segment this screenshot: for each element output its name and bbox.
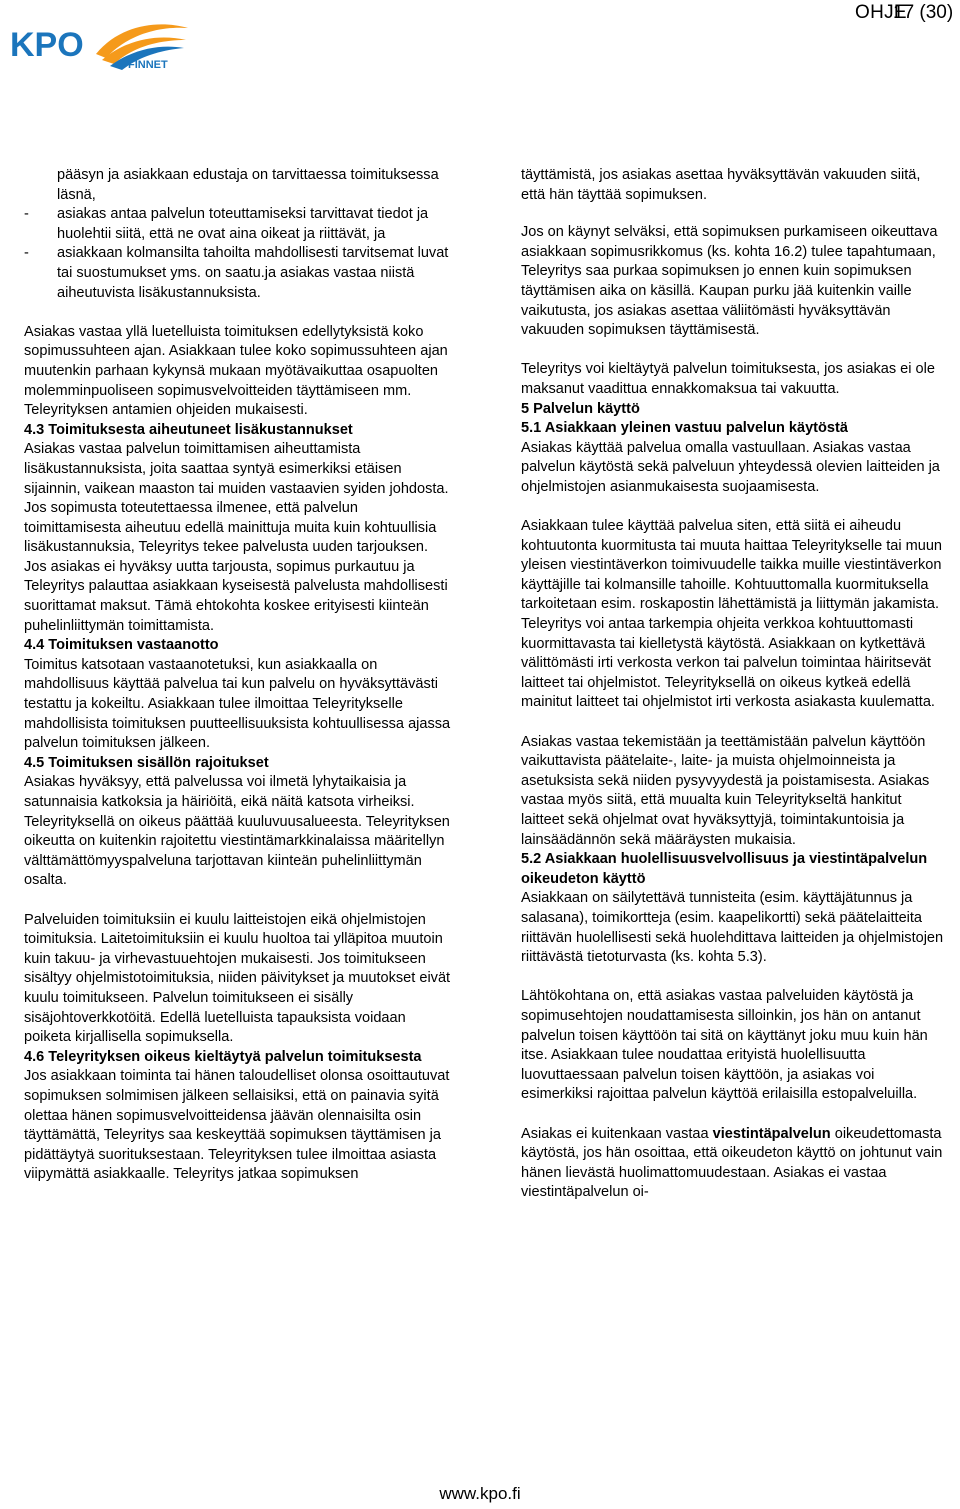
list-item-text: asiakas antaa palvelun toteuttamiseksi tarvittavat tiedot ja huolehtii siitä, että ne ovat aina oikeat ja riittävät, ja — [57, 206, 429, 242]
footer-url: www.kpo.fi — [439, 1484, 521, 1503]
paragraph-asiakas-vastaa: Asiakas vastaa yllä luetelluista toimituksen edellytyksistä koko sopimussuhteen ajan. Asiakkaan tulee koko sopimussuhteen ajan muutenkin parhaan kykynsä mukaan myötävaikuttaa osapuolten molemminpuoliseen sopimusvelvoitteiden täyttämiseen mm. Teleyrityksen antamien ohjeiden mukaisesti. — [24, 323, 448, 419]
heading-5-1: 5.1 Asiakkaan yleinen vastuu palvelun käytöstä — [521, 420, 848, 437]
paragraph-5-1b: Asiakkaan tulee käyttää palvelua siten, että siitä ei aiheudu kohtuutonta kuormitusta tai muuta haittaa Teleyritykselle tai muun yleisen viestintäverkon toimivuudelle taikka muille viestintäverkon käyttäjille tai kolmansille tahoille. Kohtuuttomalla kuormituksella tarkoitetaan esim. roskapostin lähettämistä ja liittymän jakamista. Teleyritys voi antaa tarkempia ohjeita verkkoa kohtuuttomasti kuormittavasta tai kielletystä käytöstä. Asiakkaan on kytkettävä välittömästi irti verkosta verkon tai palvelun toimintaa häiritsevät laitteet tai ohjelmistot. Teleyrityksellä on oikeus kytkeä edellä mainitut laitteet tai ohjelmistot irti verkosta asiakasta kuulematta. — [521, 518, 943, 711]
paragraph-4-5: Asiakas hyväksyy, että palvelussa voi ilmetä lyhytaikaisia ja satunnaisia katkoksia ja häiriöitä, eikä näitä katsota virheiksi. Teleyrityksellä on oikeus päättää kuuluvuusalueesta. Teleyrityksen oikeutta on kuitenkin rajoitettu viestintämarkkinalaissa määritellyn välttämättömyyspalveluna tarjottavan kiinteän puhelinliittymän osalta. — [24, 774, 450, 889]
list-dash: - — [24, 245, 29, 262]
paragraph-4-5b: Palveluiden toimituksiin ei kuulu laitteistojen eikä ohjelmistojen toimituksia. Laitetoimituksiin ei kuulu huoltoa tai ylläpitoa muutoin kuin takuu- ja virhevastuuehtojen mukaisesti. Jos toimitukseen sisältyy ohjelmistotoimituksia, niiden päivitykset ja muutokset eivät kuulu toimitukseen. Palvelun toimitukseen ei sisälly sisäjohtoverkkotöitä. Edellä luetelluista tapauksista voidaan poiketa kirjallisella sopimuksella. — [24, 911, 451, 1046]
paragraph-5-1c: Asiakas vastaa tekemistään ja teettämistään palvelun käyttöön vaikuttavista päätelaite-, laite- ja muista ohjelmoinneista ja asetuksista sekä niiden pysyvyydestä ja poistamisesta. Asiakas vastaa myös siitä, että muualta kuin Teleyritykseltä hankitut laitteet sekä ohjelmat ovat hyväksyttyjä, toimintakuntoisia ja lainsäädännön sekä määräysten mukaisia. — [521, 733, 930, 848]
paragraph-5-2c-start: Asiakas ei kuitenkaan vastaa — [521, 1125, 713, 1142]
left-column — [24, 166, 454, 1185]
intro-continuation: pääsyn ja asiakkaan edustaja on tarvittaessa toimituksessa läsnä, — [57, 167, 439, 203]
paragraph-5-2c-end: oikeudettomasta käytöstä, jos hän osoittaa, että oikeudeton käyttö on johtunut vain hänen lievästä huolimattomuudestaan. Asiakas ei vastaa viestintäpalvelun oi- — [521, 1125, 943, 1201]
right-column — [521, 166, 945, 1203]
heading-4-3: 4.3 Toimituksesta aiheutuneet lisäkustannukset — [24, 421, 353, 438]
document-type: OHJE — [855, 2, 907, 23]
heading-4-4: 4.4 Toimituksen vastaanotto — [24, 637, 219, 654]
list-dash: - — [24, 206, 29, 223]
paragraph-4-4: Toimitus katsotaan vastaanotetuksi, kun asiakkaalla on mahdollisuus käyttää palvelua tai kun palvelu on hyväksyttävästi testattu ja kokeiltu. Asiakkaan tulee ilmoittaa Teleyritykselle mahdollisista toimituksen puutteellisuuksista kohtuullisessa ajassa palvelun toimituksen jälkeen. — [24, 656, 451, 752]
paragraph-4-3: Asiakas vastaa palvelun toimittamisen aiheuttamista lisäkustannuksista, joita saattaa syntyä esimerkiksi etäisen sijainnin, vaikean maaston tai muiden vastaavien syiden johdosta. Jos sopimusta toteutettaessa ilmenee, että palvelun toimittamisesta aiheutuu edellä mainittuja muita kuin kohtuullisia lisäkustannuksia, Teleyritys tekee palvelusta uuden tarjouksen. Jos asiakas ei hyväksy uutta tarjousta, sopimus purkautuu ja Teleyritys palauttaa asiakkaan kyseisestä palvelusta mahdollisesti suorittamat maksut. Tämä ehtokohta koskee erityisesti kiinteän puhelinliittymän toimittamista. — [24, 441, 449, 634]
paragraph-5-2: Asiakkaan on säilytettävä tunnisteita (esim. käyttäjätunnus ja salasana), toimikortteja (esim. kaapelikortti) sekä päätelaitteita riittävän huolellisesti sekä huolehdittava laitteiden ja ohjelmistojen riittävästä tietoturvasta (ks. kohta 5.3). — [521, 890, 944, 966]
logo-finnet-text: FINNET — [128, 59, 168, 71]
paragraph-5-2c — [521, 1125, 945, 1203]
page-number: 17 (30) — [893, 2, 954, 23]
paragraph-purkaminen: Jos on käynyt selväksi, että sopimuksen purkamiseen oikeuttava asiakkaan sopimusrikkomus (ks. kohta 16.2) tulee tapahtumaan, Teleyritys saa purkaa sopimuksen jo ennen kuin sopimuksen täyttämisen aika on käsillä. Kaupan purku jää kuitenkin vaille vaikutusta, jos asiakas asettaa väliitömästi hyväksyttävän vakuuden sopimuksen täyttämisestä. — [521, 224, 938, 339]
kpo-finnet-logo — [10, 14, 200, 78]
page-header — [0, 0, 960, 90]
paragraph-kieltaytyminen: Teleyritys voi kieltäytyä palvelun toimituksesta, jos asiakas ei ole maksanut vaadittua ennakkomaksua tai vakuutta. — [521, 361, 935, 397]
paragraph-vakuus: täyttämistä, jos asiakas asettaa hyväksyttävän vakuuden siitä, että hän täyttää sopimuksen. — [521, 167, 921, 203]
logo-kpo-text: KPO — [10, 26, 84, 64]
paragraph-5-1: Asiakas käyttää palvelua omalla vastuullaan. Asiakas vastaa palvelun käytöstä sekä palveluun yhteydessä olevien laitteiden ja ohjelmistojen asianmukaisesta suojaamisesta. — [521, 439, 940, 495]
list-item — [24, 205, 454, 244]
paragraph-4-6: Jos asiakkaan toiminta tai hänen taloudelliset olonsa osoittautuvat sopimuksen solmimisen jälkeen sellaisiksi, että on painavia syitä olettaa hänen sopimusvelvoitteidensa jäävän olennaisilta osin täyttämättä, Teleyritys saa keskeyttää sopimuksen täyttämisen ja pidättäytyä suorituksestaan. Teleyrityksen tulee ilmoittaa asiasta viipymättä asiakkaalle. Teleyritys jatkaa sopimuksen — [24, 1068, 450, 1183]
emphasis-viestintapalvelun: viestintäpalvelun — [712, 1125, 831, 1142]
paragraph-5-2b: Lähtökohtana on, että asiakas vastaa palveluiden käytöstä ja sopimusehtojen noudattamisesta silloinkin, jos hän on antanut palvelun toisen käyttöön tai sitä on käyttänyt joku muu kuin hän itse. Asiakkaan tulee noudattaa erityistä huolellisuutta luovuttaessaan palvelun toisen käyttöön, ja asiakas voi esimerkiksi rajoittaa palvelun käyttöä erilaisilla estopalveluilla. — [521, 988, 928, 1103]
heading-4-6: 4.6 Teleyrityksen oikeus kieltäytyä palvelun toimituksesta — [24, 1048, 422, 1065]
heading-5: 5 Palvelun käyttö — [521, 400, 640, 417]
list-item-text: asiakkaan kolmansilta tahoilta mahdollisesti tarvitsemat luvat tai suostumukset yms. on saatu.ja asiakas vastaa niistä aiheutuvista lisäkustannuksista. — [57, 245, 449, 301]
heading-5-2: 5.2 Asiakkaan huolellisuusvelvollisuus ja viestintäpalvelun oikeudeton käyttö — [521, 851, 928, 887]
heading-4-5: 4.5 Toimituksen sisällön rajoitukset — [24, 754, 269, 771]
list-item — [24, 244, 454, 303]
